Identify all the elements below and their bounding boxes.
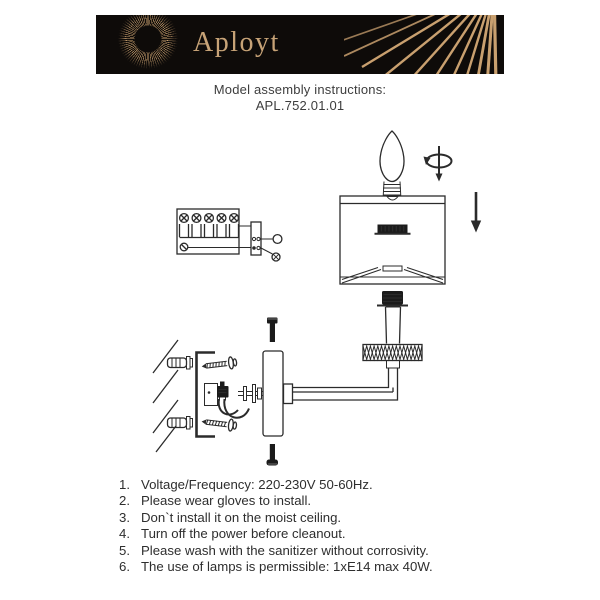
socket-cap [377, 291, 408, 306]
list-item-text: The use of lamps is permissible: 1xE14 max 40W. [141, 559, 433, 575]
list-item [112, 526, 433, 542]
mounting-screw-top [201, 356, 237, 372]
list-item [112, 543, 433, 559]
candle-bulb [380, 131, 404, 197]
list-item-text: Please wash with the sanitizer without corrosivity. [141, 542, 429, 558]
list-item-number: 2. [119, 493, 130, 509]
brand-logo-text: Aployt [193, 26, 280, 58]
mounting-screw-bottom [201, 416, 237, 432]
lampshade [340, 196, 445, 284]
list-item-text: Turn off the power before cleanout. [141, 526, 346, 542]
model-number: APL.752.01.01 [255, 97, 345, 113]
wall-arm [284, 368, 398, 404]
title-block [0, 82, 600, 113]
list-item-number: 3. [119, 509, 130, 525]
wire-junction [205, 382, 264, 418]
list-item [112, 559, 433, 575]
screw-rotation-icon [424, 146, 452, 182]
instruction-list [112, 477, 433, 575]
wall-anchor-bottom [168, 417, 193, 430]
list-item-text: Voltage/Frequency: 220-230V 50-60Hz. [141, 477, 373, 492]
assembly-diagram [140, 115, 510, 475]
sunburst-logo-icon [116, 15, 180, 71]
list-item-number: 1. [119, 477, 130, 492]
crystal-ring [363, 345, 422, 369]
wall-anchor-top [168, 357, 193, 370]
brand-banner [96, 15, 504, 74]
list-item-number: 4. [119, 526, 130, 542]
terminal-block-schematic [177, 209, 282, 261]
plate-screw-top [267, 318, 278, 343]
list-item-text: Please wear gloves to install. [141, 493, 312, 509]
page-title: Model assembly instructions: [213, 82, 387, 97]
list-item-number: 6. [119, 559, 130, 575]
wall-hatching [153, 340, 178, 452]
plate-screw-bottom [267, 444, 279, 466]
list-item [112, 477, 433, 493]
insert-down-arrow [471, 192, 481, 233]
decorative-rays-icon [344, 15, 504, 74]
list-item-text: Don`t install it on the moist ceiling. [141, 509, 342, 525]
list-item-number: 5. [119, 542, 130, 558]
wall-plate [263, 351, 283, 436]
list-item [112, 493, 433, 509]
stem-tube [386, 307, 401, 344]
list-item [112, 510, 433, 526]
